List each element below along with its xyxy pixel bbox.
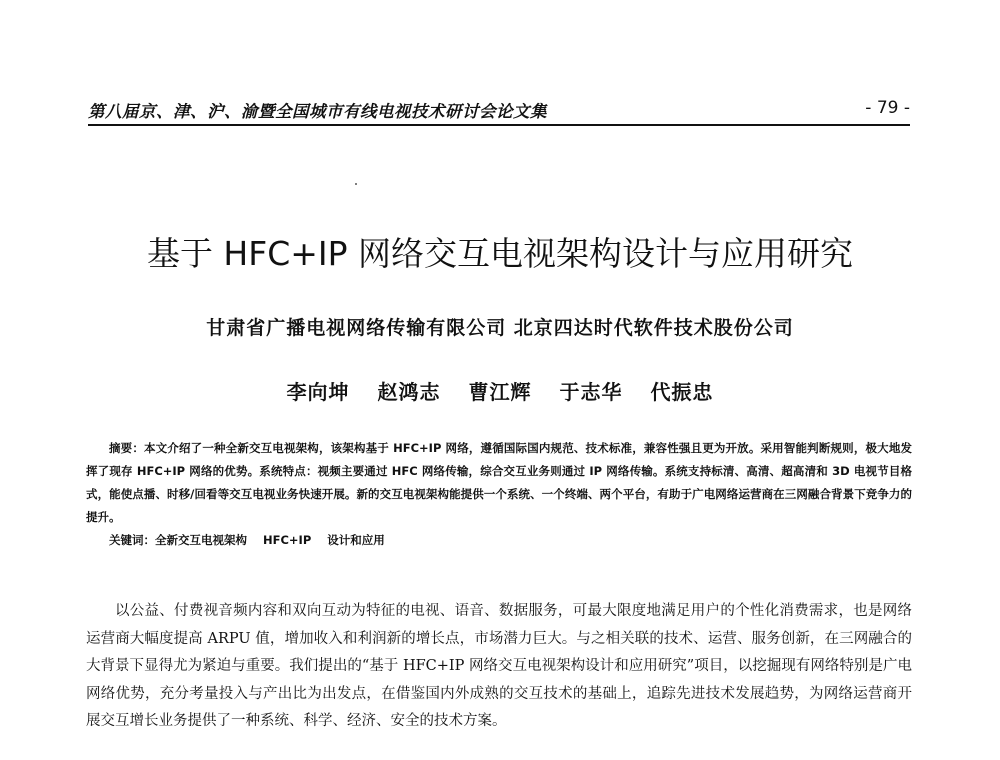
scan-speck [355,183,357,185]
abstract-text: 摘要：本文介绍了一种全新交互电视架构，该架构基于 HFC+IP 网络，遵循国际国内规范、技术标准，兼容性强且更为开放。采用智能判断规则，极大地发挥了现存 HFC+IP 网络的优势。系统特点：视频主要通过 HFC 网络传输，综合交互业务则通过 IP 网络传输。系统支持标清、高清、超高清和 3D 电视节目格式，能使点播、时移/回看等交互电视业务快速开展。新的交互电视架构能提供一个系统、一个终端、两个平台，有助于广电网络运营商在三网融合背景下竞争力的提升。 [86,441,912,524]
abstract-block [86,437,912,552]
author-name: 曹江辉 [468,380,532,404]
paper-title: 基于 HFC+IP 网络交互电视架构设计与应用研究 [146,234,854,273]
page-number: - 79 - [865,98,910,118]
keywords-label: 关键词： [109,533,155,547]
running-header [88,98,910,126]
keyword: 全新交互电视架构 [155,533,247,547]
keyword: 设计和应用 [327,533,385,547]
author-list [0,376,1000,405]
author-name: 于志华 [559,380,623,404]
body-text [86,598,912,736]
body-paragraph: 以公益、付费视音频内容和双向互动为特征的电视、语音、数据服务，可最大限度地满足用户的个性化消费需求，也是网络运营商大幅度提高 ARPU 值，增加收入和利润新的增长点，市场潜力巨大。与之相关联的技术、运营、服务创新，在三网融合的大背景下显得尤为紧迫与重要。我们提出的“基于 HFC+IP 网络交互电视架构设计和应用研究”项目，以挖掘现有网络特别是广电网络优势，充分考量投入与产出比为出发点，在借鉴国内外成熟的交互技术的基础上，追踪先进技术发展趋势，为网络运营商开展交互增长业务提供了一种系统、科学、经济、安全的技术方案。 [86,603,912,729]
author-name: 赵鸿志 [377,380,441,404]
author-name: 李向坤 [286,380,350,404]
proceedings-title: 第八届京、津、沪、渝暨全国城市有线电视技术研讨会论文集 [88,102,547,121]
keywords-line [86,529,912,552]
affiliation: 甘肃省广播电视网络传输有限公司 北京四达时代软件技术股份公司 [206,317,794,339]
keyword: HFC+IP [263,533,312,547]
author-name: 代振忠 [650,380,714,404]
